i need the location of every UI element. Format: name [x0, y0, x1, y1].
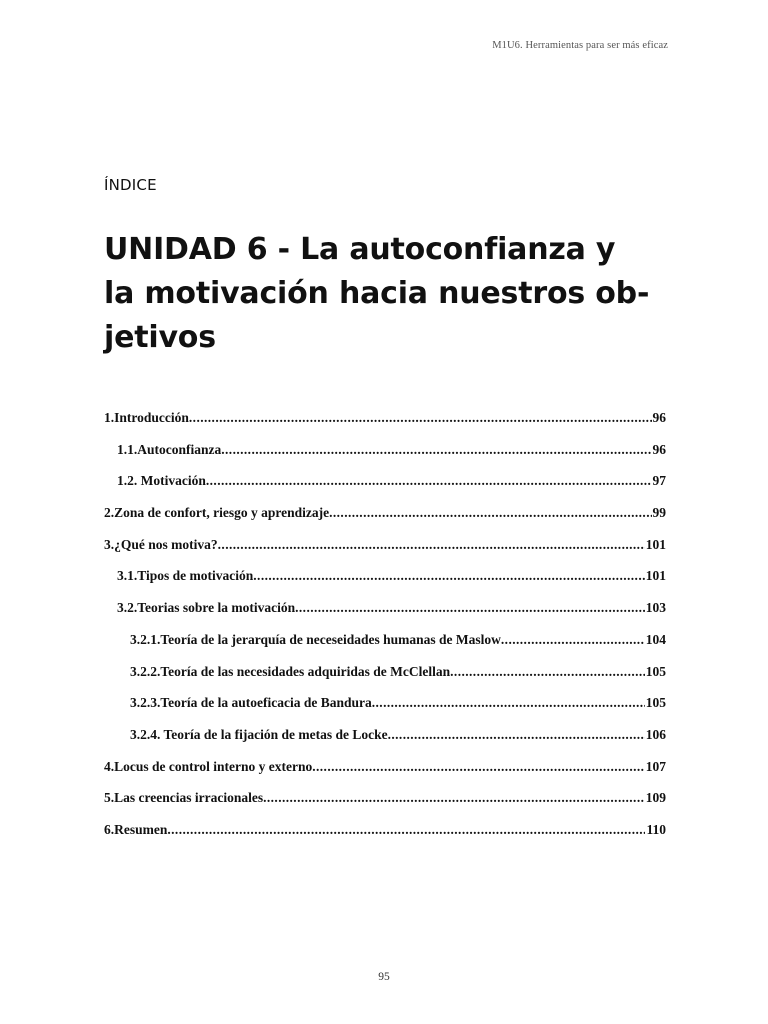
toc-entry-page: 105 — [645, 695, 666, 711]
toc-entry-page: 106 — [645, 726, 666, 742]
toc-dot-leader — [221, 434, 651, 466]
toc-entry-page: 107 — [645, 758, 666, 774]
toc-entry-mcclellan[interactable] — [104, 656, 666, 688]
toc-entry-motivacion[interactable] — [104, 465, 666, 497]
toc-dot-leader — [372, 687, 645, 719]
toc-entry-text: 1.1.Autoconfianza — [117, 441, 222, 457]
page-number: 95 — [378, 971, 390, 983]
toc-entry-introduccion[interactable] — [104, 402, 666, 434]
toc-entry-text: 4.Locus de control interno y externo — [104, 758, 313, 774]
toc-entry-page: 109 — [645, 790, 666, 806]
toc-entry-locus-de-control[interactable] — [104, 751, 666, 783]
toc-entry-zona-de-confort[interactable] — [104, 497, 666, 529]
table-of-contents — [104, 402, 666, 846]
toc-dot-leader — [450, 656, 645, 688]
toc-entry-text: 2.Zona de confort, riesgo y aprendizaje — [104, 505, 330, 521]
unit-title — [104, 228, 664, 360]
toc-entry-text: 1.Introducción — [104, 410, 189, 425]
toc-dot-leader — [388, 719, 645, 751]
toc-entry-page: 101 — [645, 536, 666, 552]
unit-title-line-1: UNIDAD 6 - La autoconfianza y — [104, 232, 616, 267]
toc-entry-text: 3.2.Teorias sobre la motivación — [117, 600, 296, 616]
toc-entry-text: 3.2.1.Teoría de la jerarquía de neceseidades humanas de Maslow — [130, 631, 501, 647]
toc-entry-text: 6.Resumen — [104, 821, 168, 837]
unit-title-line-3: jetivos — [104, 320, 216, 355]
toc-entry-text: 1.2. Motivación — [117, 473, 206, 489]
toc-entry-page: 101 — [645, 568, 666, 584]
toc-entry-page: 99 — [652, 505, 666, 521]
toc-entry-maslow[interactable] — [104, 624, 666, 656]
toc-entry-page: 103 — [645, 600, 666, 616]
toc-dot-leader — [218, 529, 645, 561]
toc-dot-leader — [329, 497, 651, 529]
toc-entry-autoconfianza[interactable] — [104, 434, 666, 466]
toc-dot-leader — [263, 782, 645, 814]
toc-entry-page: 104 — [645, 631, 666, 647]
toc-entry-locke[interactable] — [104, 719, 666, 751]
toc-entry-tipos-de-motivacion[interactable] — [104, 560, 666, 592]
toc-entry-creencias-irracionales[interactable] — [104, 782, 666, 814]
toc-entry-text: 3.2.3.Teoría de la autoeficacia de Bandura — [130, 695, 372, 711]
section-label-indice: ÍNDICE — [104, 176, 157, 194]
toc-dot-leader — [312, 751, 645, 783]
toc-dot-leader — [501, 624, 645, 656]
toc-dot-leader — [189, 402, 652, 434]
toc-dot-leader — [167, 814, 645, 846]
toc-entry-text: 3.2.4. Teoría de la fijación de metas de Locke — [130, 726, 388, 742]
toc-entry-page: 96 — [652, 410, 666, 425]
toc-entry-page: 97 — [652, 473, 666, 489]
toc-entry-page: 96 — [652, 441, 666, 457]
toc-entry-text: 3.1.Tipos de motivación — [117, 568, 254, 584]
toc-entry-bandura[interactable] — [104, 687, 666, 719]
toc-entry-text: 3.¿Qué nos motiva? — [104, 536, 218, 552]
unit-title-line-2: la motivación hacia nuestros ob- — [104, 276, 650, 311]
toc-entry-page: 105 — [645, 663, 666, 679]
running-header: M1U6. Herramientas para ser más eficaz — [492, 40, 668, 51]
toc-entry-page: 110 — [646, 821, 666, 837]
toc-entry-text: 3.2.2.Teoría de las necesidades adquiridas de McClellan — [130, 663, 451, 679]
toc-entry-text: 5.Las creencias irracionales — [104, 790, 264, 806]
toc-dot-leader — [206, 465, 652, 497]
toc-entry-teorias-motivacion[interactable] — [104, 592, 666, 624]
toc-dot-leader — [295, 592, 645, 624]
toc-entry-que-nos-motiva[interactable] — [104, 529, 666, 561]
toc-entry-resumen[interactable] — [104, 814, 666, 846]
toc-dot-leader — [253, 560, 644, 592]
